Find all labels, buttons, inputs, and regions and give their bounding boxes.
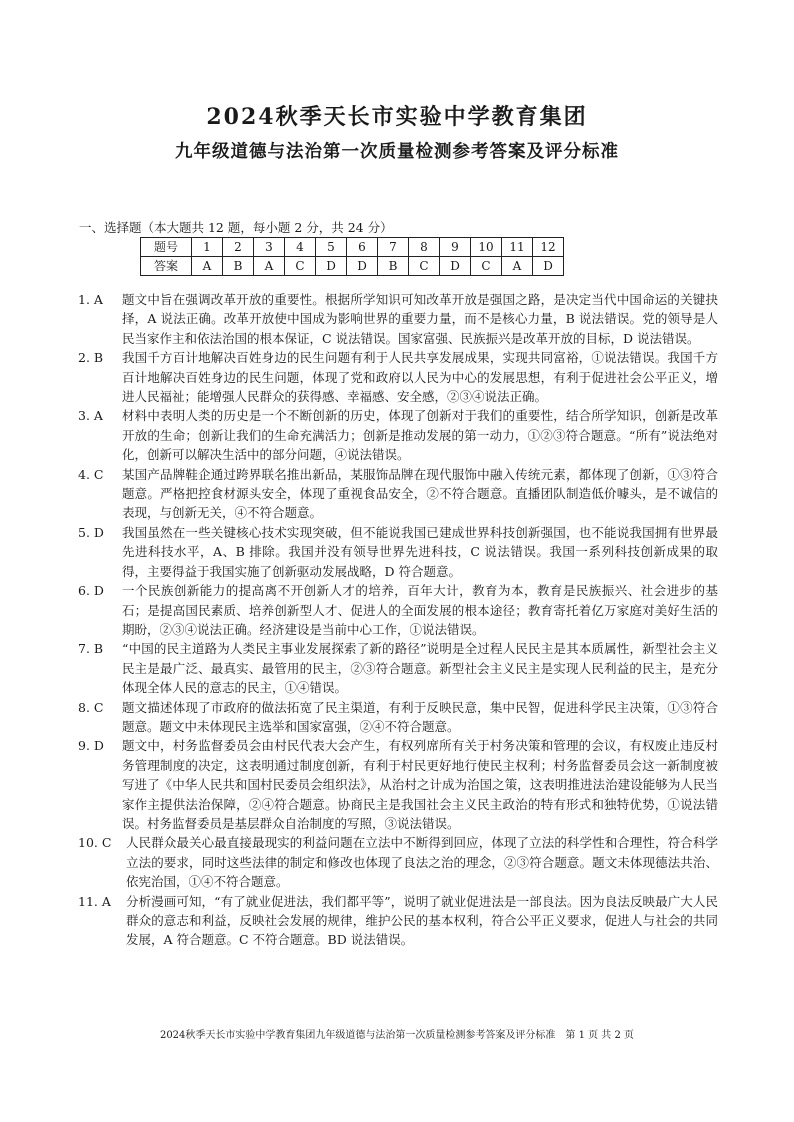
item-number: 11. A — [78, 893, 111, 909]
number-cell: 11 — [502, 238, 533, 257]
answer-cell: D — [316, 257, 347, 276]
page-footer: 2024秋季天长市实验中学教育集团九年级道德与法治第一次质量检测参考答案及评分标准 第 1 页 共 2 页 — [159, 1030, 635, 1041]
item-number: 2. B — [78, 350, 104, 366]
item-number: 1. A — [78, 292, 103, 307]
table-row-answers — [141, 257, 564, 276]
item-number: 10. C — [78, 835, 112, 851]
item-text: 某国产品牌鞋企通过跨界联名推出新品，某服饰品牌在现代服饰中融入传统元素，都体现了创新，①③符合题意。严格把控食材源头安全，体现了重视食品安全，②不符合题意。直播团队制造低价噱头，是不诚信的表现，与创新无关，④不符合题意。 — [122, 466, 718, 521]
item-number: 5. D — [78, 524, 104, 540]
item-text: 题文中旨在强调改革开放的重要性。根据所学知识可知改革开放是强国之路，是决定当代中国命运的关键抉择，A 说法正确。改革开放使中国成为影响世界的重要力量，而不是核心力量，B 说法错误。党的领导是人民当家作主和依法治国的根本保证，C 说法错误。国家富强、民族振兴是改革开放的目标，D 说法错误。 — [122, 292, 718, 346]
answer-table — [140, 237, 564, 276]
number-cell: 1 — [192, 238, 223, 257]
number-cell: 4 — [285, 238, 316, 257]
list-item — [78, 523, 718, 581]
answer-cell: D — [347, 257, 378, 276]
answer-cell: C — [285, 257, 316, 276]
item-number: 9. D — [78, 738, 104, 754]
item-number: 4. C — [78, 466, 104, 482]
answer-cell: A — [502, 257, 533, 276]
document-subtitle: 九年级道德与法治第一次质量检测参考答案及评分标准 — [175, 142, 619, 162]
item-number: 3. A — [78, 408, 103, 424]
answer-cell: A — [254, 257, 285, 276]
list-item — [78, 833, 718, 891]
answer-cell: B — [378, 257, 409, 276]
list-item — [78, 639, 718, 697]
number-cell: 10 — [471, 238, 502, 257]
list-item — [78, 581, 718, 639]
answer-cell: D — [440, 257, 471, 276]
answer-cell: C — [471, 257, 502, 276]
item-text: 题文中，村务监督委员会由村民代表大会产生，有权列席所有关于村务决策和管理的会议，有权废止违反村务管理制度的决定，这表明通过制度创新，有利于村民更好地行使民主权利；村务监督委员会这一新制度被写进了《中华人民共和国村民委员会组织法》，从治村之计成为治国之策，这表明推进法治建设能够为人民当家作主提供法治保障，②④符合题意。协商民主是我国社会主义民主政治的特有形式和独特优势，①说法错误。村务监督委员是基层群众自治制度的写照，③说法错误。 — [122, 738, 718, 831]
list-item — [78, 465, 718, 523]
number-cell: 5 — [316, 238, 347, 257]
number-cell: 2 — [223, 238, 254, 257]
answer-cell: D — [533, 257, 564, 276]
item-number: 6. D — [78, 583, 104, 599]
answer-cell: B — [223, 257, 254, 276]
list-item — [78, 698, 718, 737]
list-item — [78, 348, 718, 406]
number-cell: 7 — [378, 238, 409, 257]
number-cell: 8 — [409, 238, 440, 257]
item-text: 人民群众最关心最直接最现实的利益问题在立法中不断得到回应，体现了立法的科学性和合理性，符合科学立法的要求，同时这些法律的制定和修改也体现了良法之治的理念，②③符合题意。题文未体现德法共治、依宪治国，①④不符合题意。 — [126, 835, 718, 890]
document-title: 2024秋季天长市实验中学教育集团 — [206, 104, 588, 130]
item-number: 8. C — [78, 699, 104, 715]
list-item — [78, 406, 718, 464]
number-cell: 12 — [533, 238, 564, 257]
answer-cell: C — [409, 257, 440, 276]
number-cell: 6 — [347, 238, 378, 257]
item-text: 材料中表明人类的历史是一个不断创新的历史，体现了创新对于我们的重要性，结合所学知识，创新是改革开放的生命；创新让我们的生命充满活力；创新是推动发展的第一动力，①②③符合题意。“所有”说法绝对化，创新可以解决生活中的部分问题，④说法错误。 — [122, 408, 718, 463]
item-text: 我国千方百计地解决百姓身边的民生问题有利于人民共享发展成果，实现共同富裕，①说法错误。我国千方百计地解决百姓身边的民生问题，体现了党和政府以人民为中心的发展思想，有利于促进社会公平正义，增进人民福祉；能增强人民群众的获得感、幸福感、安全感，②③④说法正确。 — [122, 350, 718, 405]
number-cell: 9 — [440, 238, 471, 257]
explanation-list — [78, 290, 718, 950]
list-item — [78, 736, 718, 833]
list-item — [78, 290, 718, 348]
number-cell: 3 — [254, 238, 285, 257]
item-text: 一个民族创新能力的提高离不开创新人才的培养，百年大计，教育为本，教育是民族振兴、社会进步的基石；是提高国民素质、培养创新型人才、促进人的全面发展的根本途径；教育寄托着亿万家庭对美好生活的期盼，②③④说法正确。经济建设是当前中心工作，①说法错误。 — [122, 583, 718, 637]
row-label-number: 题号 — [141, 238, 192, 257]
item-text: 我国虽然在一些关键核心技术实现突破，但不能说我国已建成世界科技创新强国，也不能说我国拥有世界最先进科技水平，A、B 排除。我国并没有领导世界先进科技，C 说法错误。我国一系列科技创新成果的取得，主要得益于我国实施了创新驱动发展战略，D 符合题意。 — [122, 524, 718, 579]
section-title: 一、选择题（本大题共 12 题，每小题 2 分，共 24 分） — [79, 220, 393, 235]
item-text: 题文描述体现了市政府的做法拓宽了民主渠道，有利于反映民意，集中民智，促进科学民主决策，①③符合题意。题文中未体现民主选举和国家富强，②④不符合题意。 — [122, 699, 718, 734]
list-item — [78, 892, 718, 950]
item-text: “中国的民主道路为人类民主事业发展探索了新的路径”说明是全过程人民民主是其本质属性，新型社会主义民主是最广泛、最真实、最管用的民主，②③符合题意。新型社会主义民主是实现人民利益的民主，是充分体现全体人民的意志的民主，①④错误。 — [122, 641, 718, 696]
row-label-answer: 答案 — [141, 257, 192, 276]
answer-cell: A — [192, 257, 223, 276]
item-text: 分析漫画可知，“有了就业促进法，我们都平等”，说明了就业促进法是一部良法。因为良法反映最广大人民群众的意志和利益，反映社会发展的规律，维护公民的基本权利，符合公平正义要求，促进人与社会的共同发展，A 符合题意。C 不符合题意。BD 说法错误。 — [126, 893, 718, 948]
item-number: 7. B — [78, 641, 104, 657]
table-row-numbers — [141, 238, 564, 257]
